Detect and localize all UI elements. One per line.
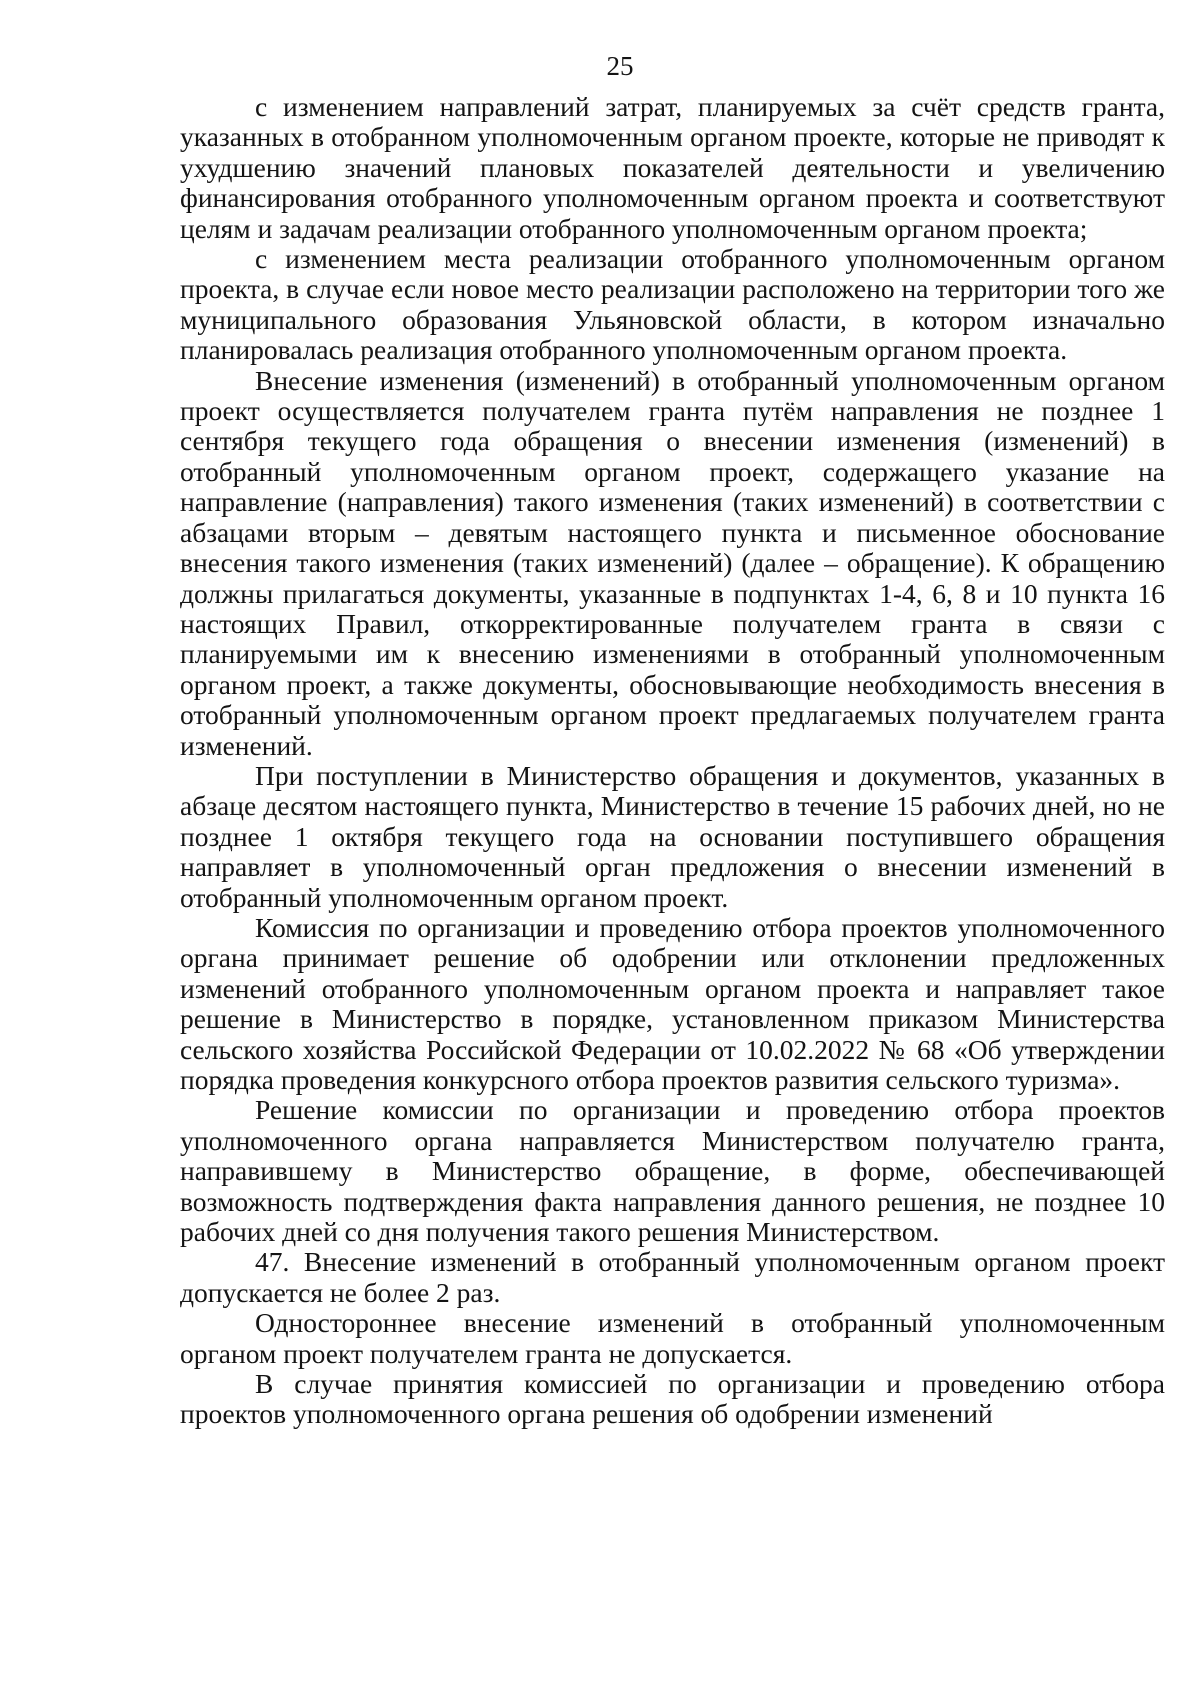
paragraph: Одностороннее внесение изменений в отобранный уполномоченным органом проект получателем гранта не допускается. bbox=[180, 1307, 1165, 1369]
paragraph: с изменением направлений затрат, планируемых за счёт средств гранта, указанных в отобранном уполномоченным органом проекте, которые не приводят к ухудшению значений плановых показателей деятельности и увеличению финансирования отобранного уполномоченным органом проекта и соответствуют целям и задачам реализации отобранного уполномоченным органом проекта; bbox=[180, 91, 1165, 244]
paragraph: Внесение изменения (изменений) в отобранный уполномоченным органом проект осуществляется получателем гранта путём направления не позднее 1 сентября текущего года обращения о внесении изменения (изменений) в отобранный уполномоченным органом проект, содержащего указание на направление (направления) такого изменения (таких изменений) в соответствии с абзацами вторым – девятым настоящего пункта и письменное обоснование внесения такого изменения (таких изменений) (далее – обращение). К обращению должны прилагаться документы, указанные в подпунктах 1-4, 6, 8 и 10 пункта 16 настоящих Правил, откорректированные получателем гранта в связи с планируемыми им к внесению изменениями в отобранный уполномоченным органом проект, а также документы, обосновывающие необходимость внесения в отобранный уполномоченным органом проект предлагаемых получателем гранта изменений. bbox=[180, 364, 1165, 761]
paragraph: Комиссия по организации и проведению отбора проектов уполномоченного органа принимает решение об одобрении или отклонении предложенных изменений отобранного уполномоченным органом проекта и направляет такое решение в Министерство в порядке, установленном приказом Министерства сельского хозяйства Российской Федерации от 10.02.2022 № 68 «Об утверждении порядка проведения конкурсного отбора проектов развития сельского туризма». bbox=[180, 911, 1165, 1095]
paragraph: с изменением места реализации отобранного уполномоченным органом проекта, в случае если новое место реализации расположено на территории того же муниципального образования Ульяновской области, в котором изначально планировалась реализация отобранного уполномоченным органом проекта. bbox=[180, 243, 1165, 366]
paragraph: 47. Внесение изменений в отобранный уполномоченным органом проект допускается не более 2 раз. bbox=[180, 1246, 1165, 1308]
paragraph: При поступлении в Министерство обращения и документов, указанных в абзаце десятом настоящего пункта, Министерство в течение 15 рабочих дней, но не позднее 1 октября текущего года на основании поступившего обращения направляет в уполномоченный орган предложения о внесении изменений в отобранный уполномоченным органом проект. bbox=[180, 759, 1165, 913]
page-number: 25 bbox=[606, 51, 634, 81]
paragraph: Решение комиссии по организации и проведению отбора проектов уполномоченного органа направляется Министерством получателю гранта, направившему в Министерство обращение, в форме, обеспечивающей возможность подтверждения факта направления данного решения, не позднее 10 рабочих дней со дня получения такого решения Министерством. bbox=[180, 1094, 1165, 1248]
document-body bbox=[180, 92, 1165, 1430]
paragraph: В случае принятия комиссией по организации и проведению отбора проектов уполномоченного органа решения об одобрении изменений bbox=[180, 1368, 1165, 1430]
